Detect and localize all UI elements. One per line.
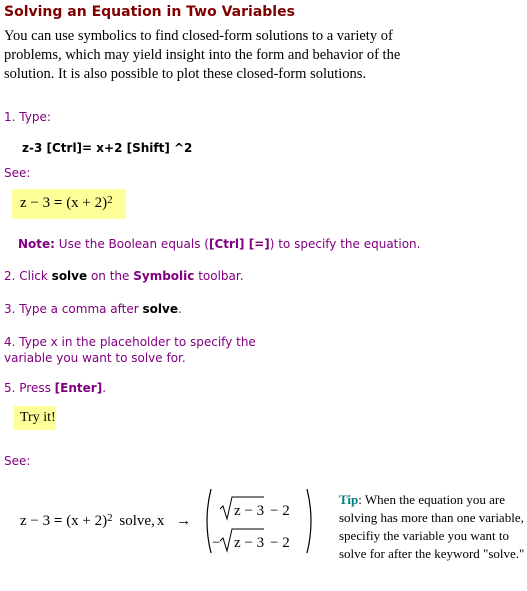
step-4 xyxy=(4,334,256,366)
step-2-post: toolbar. xyxy=(194,269,244,283)
right-paren-icon xyxy=(307,489,311,553)
solution-2-sign: − xyxy=(212,535,221,551)
try-it-label: Try it! xyxy=(20,410,56,425)
step-2-pre: 2. Click xyxy=(4,269,52,283)
result-expression[interactable]: $z - 3 = (x + 2)^2$ solve, x → xyxy=(20,512,192,529)
see-label-2: See: xyxy=(4,454,31,468)
result-lhs: z − 3 xyxy=(20,513,51,529)
step-4-line-1: 4. Type x in the placeholder to specify the xyxy=(4,335,256,349)
step-1-label: 1. Type: xyxy=(4,110,51,124)
solution-2-minus-two: − 2 xyxy=(270,535,290,551)
solution-1-minus-two: − 2 xyxy=(270,503,290,519)
intro-paragraph: You can use symbolics to find closed-form solutions to a variety of problems, which may yield insight into the form and behavior of the solution. It is also possible to plot these closed-form solutions. xyxy=(4,28,401,82)
equation-lhs: z − 3 xyxy=(20,195,51,211)
left-paren-icon xyxy=(207,489,211,553)
tip-box xyxy=(339,491,525,563)
try-it-button[interactable] xyxy=(14,406,56,430)
result-rhs: (x + 2) xyxy=(66,513,108,529)
equation-expression xyxy=(20,195,113,212)
solution-2-radicand: z − 3 xyxy=(234,535,265,551)
result-boolean-equals: = xyxy=(53,513,63,529)
equation-region[interactable] xyxy=(12,189,126,219)
note-label: Note: xyxy=(18,237,55,251)
step-4-line-2: variable you want to solve for. xyxy=(4,351,186,365)
step-2-toolbar: Symbolic xyxy=(133,269,195,283)
note-text-2: ) to specify the equation. xyxy=(269,237,421,251)
tip-text: : When the equation you are solving has more than one variable, specifiy the variable you want to solve for after the keyword "solve." xyxy=(339,492,525,561)
step-5-post: . xyxy=(102,381,107,395)
see-label-1: See: xyxy=(4,166,31,180)
page-title: Solving an Equation in Two Variables xyxy=(4,4,295,20)
note xyxy=(18,237,420,251)
note-key: [Ctrl] [=] xyxy=(208,237,270,251)
step-3-solve: solve xyxy=(142,302,178,316)
tip-label: Tip xyxy=(339,492,359,507)
step-3 xyxy=(4,302,182,316)
result-variable: x xyxy=(156,513,165,529)
solution-1-radicand: z − 3 xyxy=(234,503,265,519)
result-solve-keyword: solve xyxy=(119,513,152,529)
result-exponent: 2 xyxy=(107,512,113,524)
result-arrow: → xyxy=(176,513,192,529)
step-2-solve: solve xyxy=(51,269,88,283)
step-5-key: [Enter] xyxy=(54,381,103,395)
note-text-1: Use the Boolean equals ( xyxy=(54,237,209,251)
step-5 xyxy=(4,381,106,395)
equation-rhs: (x + 2) xyxy=(66,195,108,211)
equation-boolean-equals: = xyxy=(53,195,63,211)
step-3-post: . xyxy=(177,302,182,316)
step-2-mid: on the xyxy=(87,269,134,283)
step-5-pre: 5. Press xyxy=(4,381,55,395)
step-3-pre: 3. Type a comma after xyxy=(4,302,143,316)
step-2 xyxy=(4,269,244,283)
step-1-keys: z-3 [Ctrl]= x+2 [Shift] ^2 xyxy=(22,141,193,155)
equation-exponent: 2 xyxy=(107,194,113,206)
solution-vector xyxy=(204,486,316,556)
